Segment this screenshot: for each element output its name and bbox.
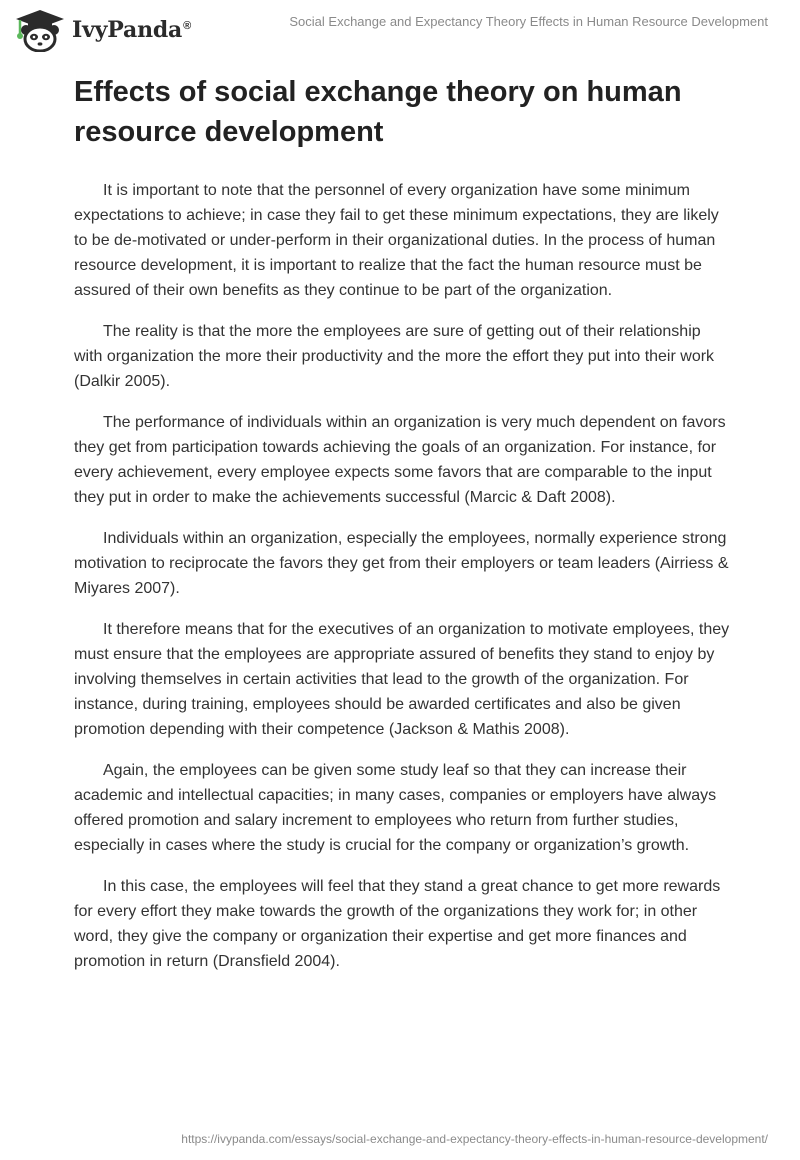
paragraph-1: It is important to note that the personnel of every organization have some minimum expectations to achieve; in case they fail to get these minimum expectations, they are likely to be de-motivated or under-perform in their organizational duties. In the process of human resource development, it is important to realize that the fact the human resource must be assured of their own benefits as they continue to be part of the organization. [74,182,719,299]
brand-logo[interactable] [14,8,191,52]
source-url[interactable]: https://ivypanda.com/essays/social-exchange-and-expectancy-theory-effects-in-human-resource-development/ [181,1132,768,1146]
header-document-title: Social Exchange and Expectancy Theory Effects in Human Resource Development [289,14,768,29]
paragraph-6: Again, the employees can be given some study leaf so that they can increase their academic and intellectual capacities; in many cases, companies or employers have always offered promotion and salary increment to employees who return from further studies, especially in cases where the study is crucial for the company or organization’s growth. [74,762,717,854]
paragraph-7: In this case, the employees will feel that they stand a great chance to get more rewards for every effort they make towards the growth of the organizations they work for; in other word, they give the company or organization their expertise and get more finances and promotion in return (Dransfield 2004). [74,878,721,970]
article-body [74,72,730,990]
registered-mark: ® [183,19,192,32]
paragraph-3: The performance of individuals within an organization is very much dependent on favors they get from participation towards achieving the goals of an organization. For instance, for every achievement, every employee expects some favors that are comparable to the input they put in order to make the achievements successful (Marcic & Daft 2008). [74,414,726,506]
paragraph-4: Individuals within an organization, especially the employees, normally experience strong motivation to reciprocate the favors they get from their employers or team leaders (Airriess & Miyares 2007). [74,530,729,597]
paragraph-5: It therefore means that for the executives of an organization to motivate employees, they must ensure that the employees are appropriate assured of benefits they stand to enjoy by involving themselves in certain activities that lead to the growth of the organization. For instance, during training, employees should be awarded certificates and also be given promotion depending with their competence (Jackson & Mathis 2008). [74,621,730,738]
brand-name: IvyPanda® [72,17,192,43]
panda-graduate-icon [14,8,66,52]
paragraph-2: The reality is that the more the employees are sure of getting out of their relationship with organization the more their productivity and the more the effort they put into their work (Dalkir 2005). [74,323,715,390]
page-header [0,0,800,60]
article-heading: Effects of social exchange theory on human resource development [74,76,682,148]
